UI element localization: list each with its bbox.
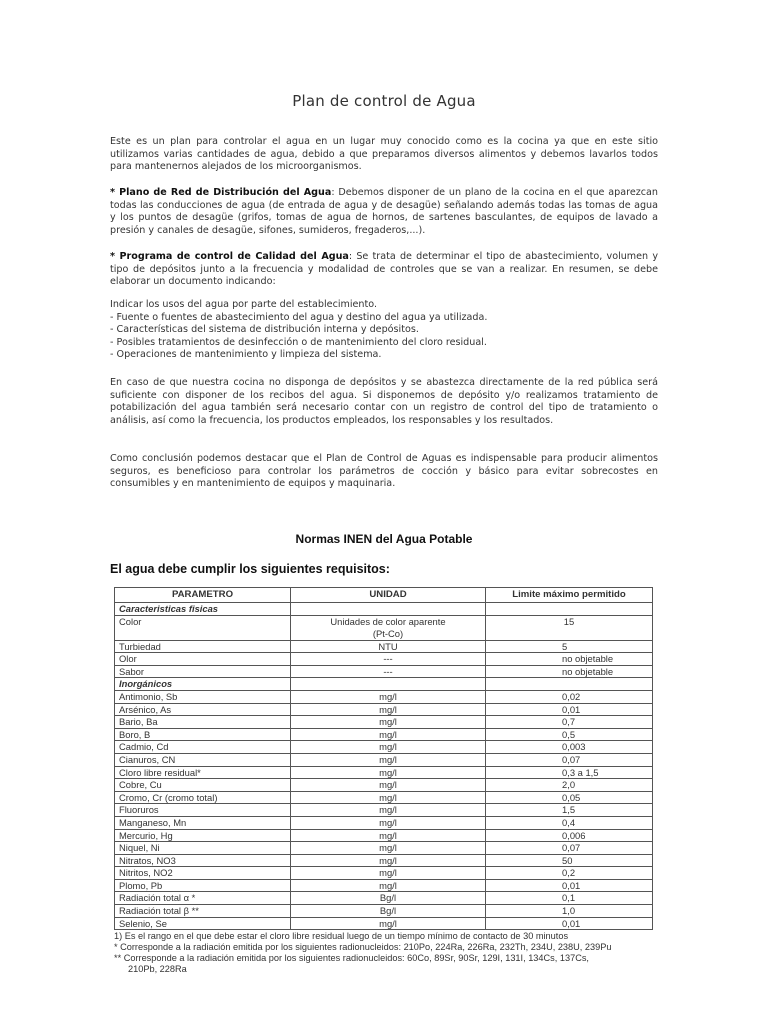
table-row xyxy=(115,741,653,754)
unit-cell: mg/l xyxy=(291,842,486,855)
inorganicos-rows xyxy=(115,690,653,929)
unit-cell: mg/l xyxy=(291,779,486,792)
limit-cell: no objetable xyxy=(486,653,653,666)
table-row xyxy=(115,829,653,842)
limit-cell: no objetable xyxy=(486,665,653,678)
limit-cell: 0,003 xyxy=(486,741,653,754)
table-row xyxy=(115,753,653,766)
limit-cell: 0,07 xyxy=(486,842,653,855)
limit-cell: 0,01 xyxy=(486,917,653,930)
unit-cell: mg/l xyxy=(291,879,486,892)
table-row xyxy=(115,779,653,792)
limit-cell: 0,02 xyxy=(486,690,653,703)
unit-cell: mg/l xyxy=(291,690,486,703)
table-row xyxy=(115,716,653,729)
deposito-paragraph: En caso de que nuestra cocina no disponga de depósitos y se abastezca directamente de la red pública será suficiente con disponer de los recibos del agua. Si disponemos de depósito y/o realizamos tratamiento de potabilización del agua también será necesario contar con un registro de control del tipo de tratamiento o análisis, así como la frecuencia, los productos empleados, los responsables y los resultados. xyxy=(110,377,658,426)
param-cell: Plomo, Pb xyxy=(115,879,291,892)
unit-cell: NTU xyxy=(291,640,486,653)
note-line: ** Corresponde a la radiación emitida por los siguientes radionucleidos: 60Co, 89Sr, 90Sr, 129I, 131I, 134Cs, 137Cs, xyxy=(114,953,589,964)
limit-cell: 0,4 xyxy=(486,816,653,829)
param-cell: Bario, Ba xyxy=(115,716,291,729)
param-cell: Olor xyxy=(115,653,291,666)
unit-cell: --- xyxy=(291,665,486,678)
list-item: - Fuente o fuentes de abastecimiento del agua y destino del agua ya utilizada. xyxy=(110,311,488,323)
unit-cell: mg/l xyxy=(291,741,486,754)
unit-cell: mg/l xyxy=(291,766,486,779)
limit-cell: 50 xyxy=(486,854,653,867)
limit-cell: 0,5 xyxy=(486,728,653,741)
param-cell: Cianuros, CN xyxy=(115,753,291,766)
unit-line: Unidades de color aparente xyxy=(330,616,446,627)
param-cell: Fluoruros xyxy=(115,804,291,817)
param-cell: Nitratos, NO3 xyxy=(115,854,291,867)
limit-cell: 5 xyxy=(486,640,653,653)
table-header-row xyxy=(115,588,653,603)
note-line: 1) Es el rango en el que debe estar el cloro libre residual luego de un tiempo mínimo de contacto de 30 minutos xyxy=(114,931,569,942)
unit-line: (Pt-Co) xyxy=(372,627,404,639)
page-title: Plan de control de Agua xyxy=(292,92,476,110)
list-item: - Operaciones de mantenimiento y limpieza del sistema. xyxy=(110,349,382,361)
plano-paragraph xyxy=(110,187,658,237)
limit-cell: 0,7 xyxy=(486,716,653,729)
limit-cell: 0,2 xyxy=(486,867,653,880)
unit-cell: mg/l xyxy=(291,753,486,766)
conclusion-paragraph: Como conclusión podemos destacar que el Plan de Control de Aguas es indispensable para producir alimentos seguros, es beneficioso para controlar los parámetros de cocción y básico para evitar sobrecostes en consumibles y en mantenimiento de equipos y maquinaria. xyxy=(110,453,658,490)
unit-cell: mg/l xyxy=(291,804,486,817)
section-label: Caracteristicas fisicas xyxy=(115,603,291,616)
param-cell: Selenio, Se xyxy=(115,917,291,930)
param-cell: Boro, B xyxy=(115,728,291,741)
table-notes xyxy=(114,931,654,975)
param-cell: Cromo, Cr (cromo total) xyxy=(115,791,291,804)
table-row xyxy=(115,791,653,804)
limit-cell: 1,0 xyxy=(486,905,653,918)
table-row xyxy=(115,703,653,716)
table-row xyxy=(115,854,653,867)
param-cell: Color xyxy=(115,615,291,640)
unit-cell: mg/l xyxy=(291,829,486,842)
limit-cell: 0,1 xyxy=(486,892,653,905)
unit-cell: --- xyxy=(291,653,486,666)
programa-heading: * Programa de control de Calidad del Agua xyxy=(110,251,349,262)
table-row xyxy=(115,905,653,918)
unit-cell: mg/l xyxy=(291,816,486,829)
unit-cell: mg/l xyxy=(291,703,486,716)
limit-cell: 0,3 a 1,5 xyxy=(486,766,653,779)
requirements-table xyxy=(114,587,653,930)
table-row xyxy=(115,665,653,678)
param-cell: Cobre, Cu xyxy=(115,779,291,792)
param-cell: Cloro libre residual* xyxy=(115,766,291,779)
plano-text: : Debemos disponer de un plano de la cocina en el que aparezcan todas las conducciones de agua (de entrada de agua y de desagüe) señalando además todas las tomas de agua y los puntos de desagüe (grifos, tomas de agua de hornos, de sartenes basculantes, de equipos de lavado a presión y canales de desagüe, sifones, sumideros, fregaderos,...). xyxy=(110,187,658,236)
table-row xyxy=(115,816,653,829)
table-row xyxy=(115,615,653,640)
limit-cell: 2,0 xyxy=(486,779,653,792)
programa-paragraph xyxy=(110,251,658,289)
note-line: * Corresponde a la radiación emitida por los siguientes radionucleidos: 210Po, 224Ra, 226Ra, 232Th, 234U, 238U, 239Pu xyxy=(114,942,612,953)
param-cell: Mercurio, Hg xyxy=(115,829,291,842)
table-row xyxy=(115,892,653,905)
table-row xyxy=(115,728,653,741)
list-item: - Características del sistema de distribución interna y depósitos. xyxy=(110,324,419,336)
header-limite: Limite máximo permitido xyxy=(486,588,653,603)
limit-cell: 15 xyxy=(486,615,653,640)
normas-heading: Normas INEN del Agua Potable xyxy=(295,532,473,546)
table-row xyxy=(115,640,653,653)
param-cell: Manganeso, Mn xyxy=(115,816,291,829)
table-row xyxy=(115,867,653,880)
unit-cell: mg/l xyxy=(291,728,486,741)
limit-cell: 0,05 xyxy=(486,791,653,804)
table-row xyxy=(115,690,653,703)
section-label: Inorgánicos xyxy=(115,678,291,691)
requisitos-heading: El agua debe cumplir los siguientes requisitos: xyxy=(110,562,390,576)
limit-cell: 0,01 xyxy=(486,703,653,716)
table-row xyxy=(115,766,653,779)
header-parametro: PARAMETRO xyxy=(115,588,291,603)
table-row xyxy=(115,842,653,855)
unit-cell: Bg/l xyxy=(291,892,486,905)
list-item: Indicar los usos del agua por parte del establecimiento. xyxy=(110,299,378,310)
table-row xyxy=(115,804,653,817)
param-cell: Radiación total α * xyxy=(115,892,291,905)
unit-cell: mg/l xyxy=(291,854,486,867)
unit-cell xyxy=(291,615,486,640)
unit-cell: mg/l xyxy=(291,867,486,880)
unit-cell: mg/l xyxy=(291,917,486,930)
limit-cell: 0,07 xyxy=(486,753,653,766)
programa-text: : Se trata de determinar el tipo de abastecimiento, volumen y tipo de depósitos junto a la frecuencia y modalidad de controles que se van a realizar. En resumen, se debe elaborar un documento indicando: xyxy=(110,251,659,288)
param-cell: Turbiedad xyxy=(115,640,291,653)
note-line: 210Pb, 228Ra xyxy=(128,964,187,975)
limit-cell: 0,006 xyxy=(486,829,653,842)
intro-paragraph: Este es un plan para controlar el agua en un lugar muy conocido como es la cocina ya que en este sitio utilizamos varias cantidades de agua, debido a que preparamos diversos alimentos y debemos lavarlos todos para mantenernos alejados de los microorganismos. xyxy=(110,136,658,173)
param-cell: Sabor xyxy=(115,665,291,678)
param-cell: Antimonio, Sb xyxy=(115,690,291,703)
table-row xyxy=(115,917,653,930)
limit-cell: 1,5 xyxy=(486,804,653,817)
unit-cell: Bg/l xyxy=(291,905,486,918)
section-row xyxy=(115,603,653,616)
param-cell: Nitritos, NO2 xyxy=(115,867,291,880)
param-cell: Niquel, Ni xyxy=(115,842,291,855)
table-row xyxy=(115,879,653,892)
requirements-table-image xyxy=(112,587,654,975)
param-cell: Radiación total β ** xyxy=(115,905,291,918)
header-unidad: UNIDAD xyxy=(291,588,486,603)
table-row xyxy=(115,653,653,666)
list-item: - Posibles tratamientos de desinfección o de mantenimiento del cloro residual. xyxy=(110,336,487,348)
section-row xyxy=(115,678,653,691)
plano-heading: * Plano de Red de Distribución del Agua xyxy=(110,187,332,198)
uses-list xyxy=(110,299,658,362)
unit-cell: mg/l xyxy=(291,791,486,804)
param-cell: Arsénico, As xyxy=(115,703,291,716)
unit-cell: mg/l xyxy=(291,716,486,729)
param-cell: Cadmio, Cd xyxy=(115,741,291,754)
limit-cell: 0,01 xyxy=(486,879,653,892)
fisicas-rows xyxy=(115,640,653,678)
